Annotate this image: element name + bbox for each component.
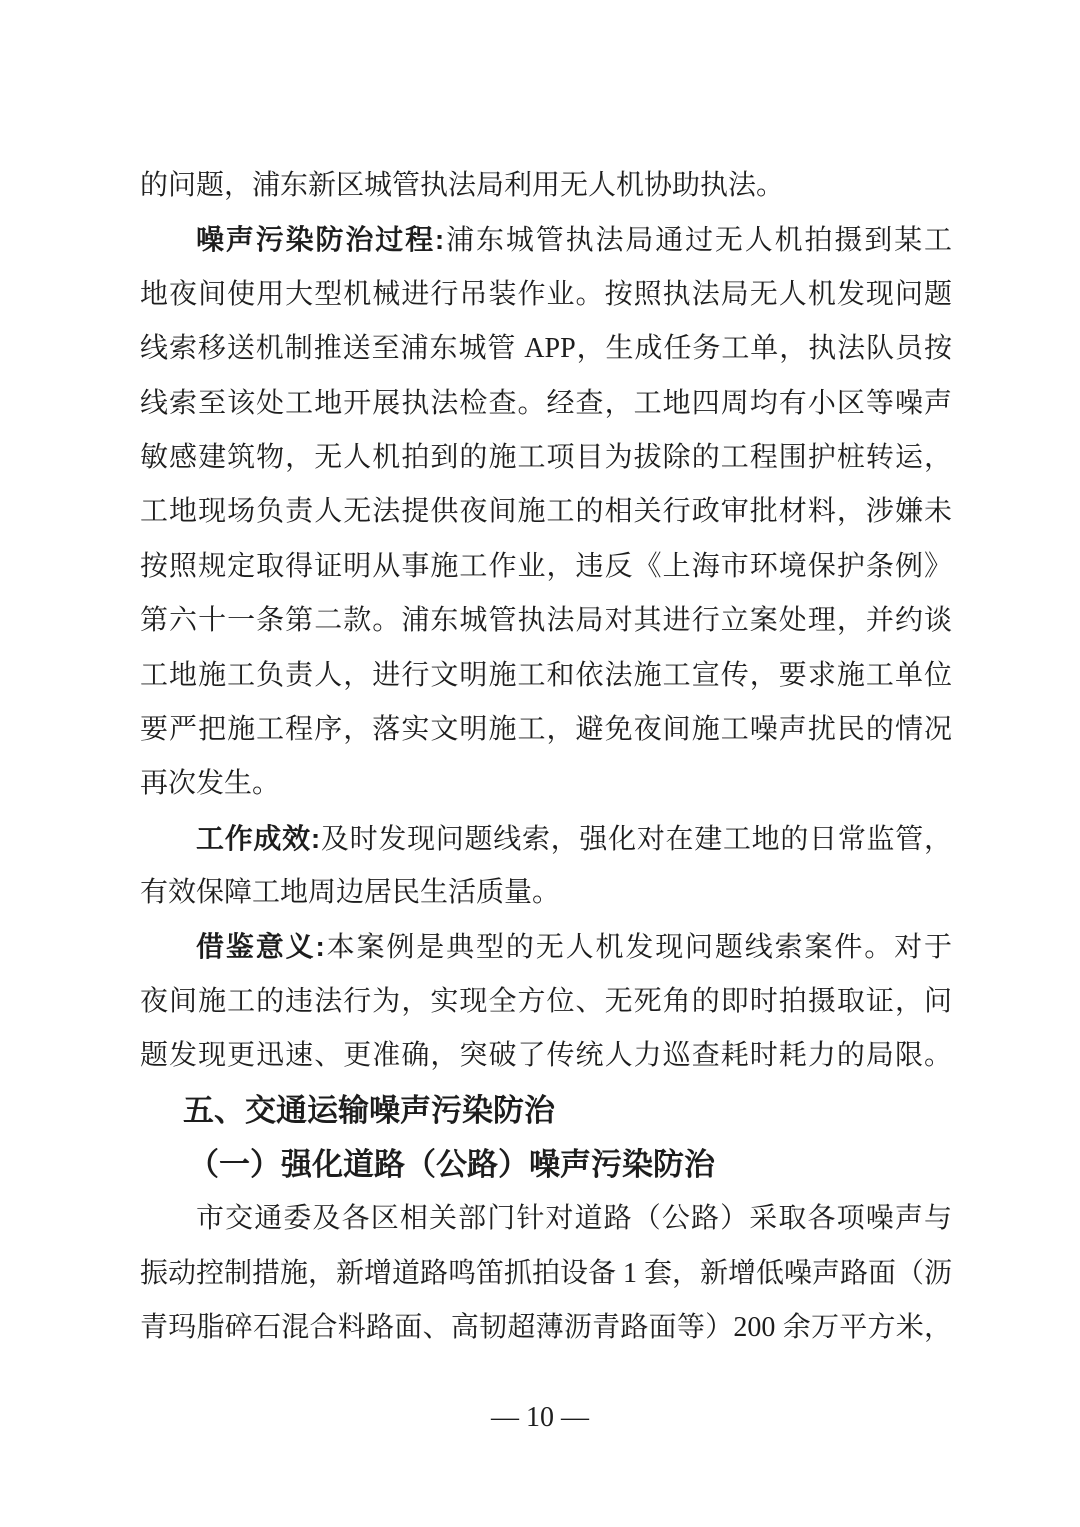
text-line: [140, 1301, 952, 1355]
text-line: [140, 1192, 952, 1246]
text-line: [140, 540, 952, 594]
text-line-content: 浦东城管执法局通过无人机拍摄到某工: [444, 225, 952, 257]
text-line-content: 青玛脂碎石混合料路面、高韧超薄沥青路面等）200 余万平方米，: [140, 1312, 952, 1344]
text-line-content: 市交通委及各区相关部门针对道路（公路）采取各项噪声与: [196, 1203, 952, 1235]
text-line-content: 及时发现问题线索，强化对在建工地的日常监管，: [320, 823, 952, 855]
text-line-content: 振动控制措施，新增道路鸣笛抓拍设备 1 套，新增低噪声路面（沥: [140, 1257, 953, 1289]
text-line-content: 夜间施工的违法行为，实现全方位、无死角的即时拍摄取证，问: [140, 985, 952, 1017]
paragraph-lead: 噪声污染防治过程:: [196, 224, 445, 256]
text-line: [140, 268, 952, 322]
text-line: [140, 1247, 952, 1301]
text-line-content: 题发现更迅速、更准确，突破了传统人力巡查耗时耗力的局限。: [140, 1040, 952, 1072]
text-line: [140, 866, 952, 920]
text-line-content: 按照规定取得证明从事施工作业，违反《上海市环境保护条例》: [140, 550, 952, 582]
text-line: [140, 159, 952, 213]
text-line: [140, 1029, 952, 1083]
text-line: [140, 920, 952, 974]
text-line-content: 的问题，浦东新区城管执法局利用无人机协助执法。: [140, 170, 785, 201]
text-line-content: 要严把施工程序，落实文明施工，避免夜间施工噪声扰民的情况: [140, 713, 952, 745]
text-line: [140, 703, 952, 757]
text-line-content: 第六十一条第二款。浦东城管执法局对其进行立案处理，并约谈: [140, 605, 952, 637]
text-line-content: 线索移送机制推送至浦东城管 APP，生成任务工单，执法队员按: [140, 333, 952, 365]
text-line: [140, 594, 952, 648]
text-line-content: 有效保障工地周边居民生活质量。: [140, 877, 561, 909]
text-line-content: 敏感建筑物，无人机拍到的施工项目为拔除的工程围护桩转运，: [140, 441, 952, 473]
paragraph-lead: 借鉴意义:: [196, 931, 325, 963]
subsection-heading: [140, 1138, 952, 1192]
text-line-content: 地夜间使用大型机械进行吊装作业。按照执法局无人机发现问题: [140, 278, 952, 310]
text-line: [140, 757, 952, 811]
text-line: [140, 322, 952, 376]
text-line: [140, 812, 952, 866]
text-line: [140, 649, 952, 703]
text-line: [140, 485, 952, 539]
text-line-content: 再次发生。: [140, 768, 281, 800]
text-line: [140, 431, 952, 485]
text-line: [140, 975, 952, 1029]
text-line-content: 本案例是典型的无人机发现问题线索案件。对于: [324, 932, 952, 964]
text-line: [140, 377, 952, 431]
text-line-content: 线索至该处工地开展执法检查。经查，工地四周均有小区等噪声: [140, 387, 952, 419]
page-number: — 10 —: [491, 1402, 589, 1433]
text-line-content: 工地施工负责人，进行文明施工和依法施工宣传，要求施工单位: [140, 659, 952, 691]
document-body: [140, 159, 952, 1356]
subsection-heading-text: （一）强化道路（公路）噪声污染防治: [188, 1147, 715, 1183]
section-heading-text: 五、交通运输噪声污染防治: [183, 1092, 555, 1128]
text-line: [140, 213, 952, 267]
section-heading: [140, 1084, 952, 1138]
paragraph-lead: 工作成效:: [196, 822, 321, 854]
text-line-content: 工地现场负责人无法提供夜间施工的相关行政审批材料，涉嫌未: [140, 496, 952, 528]
